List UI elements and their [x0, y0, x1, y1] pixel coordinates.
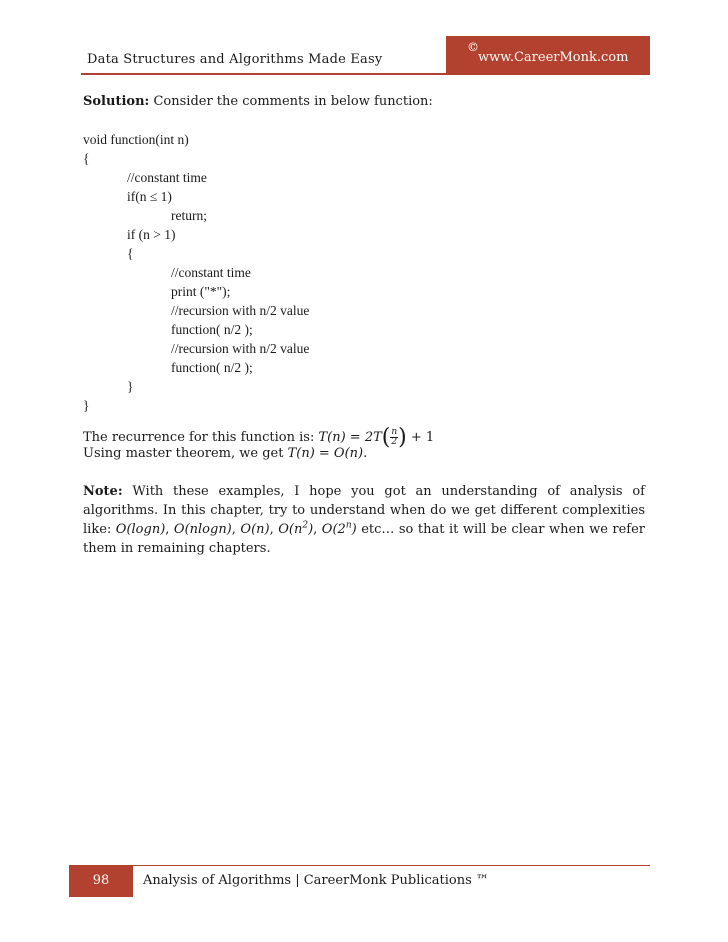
note-line-3: etc… so that it will be clear when we refer them in remaining chapters. [83, 522, 646, 556]
master-end: . [363, 446, 368, 461]
code-line: } [127, 379, 134, 394]
complexity-nlogn: O(nlogn) [173, 522, 232, 537]
complexity-2n: O(2$^n$) [321, 520, 357, 537]
page-number: 98 [92, 873, 110, 888]
recurrence-rhs: + 1 [410, 430, 435, 445]
complexity-n2: $O(n^2)$ [278, 520, 314, 537]
note-line-2: chapter, try to understand when do we get different complexities like: [83, 503, 646, 537]
master-text: Using master theorem, we get [83, 446, 284, 461]
code-line: { [83, 151, 90, 166]
website-link[interactable]: www.CareerMonk.com [478, 50, 629, 65]
solution-text: Consider the comments in below function: [153, 94, 433, 109]
code-line: if(n ≤ 1) [127, 189, 172, 204]
complexity-logn: O(logn) [115, 522, 166, 537]
code-line: print ("*"); [171, 284, 231, 299]
note-line-1: With these examples, I hope you got an understanding of analysis of algorithms. In this [83, 484, 645, 518]
fraction-denominator: 2 [391, 437, 398, 447]
code-line: function( n/2 ); [171, 360, 253, 375]
recurrence-text: The recurrence for this function is: [83, 430, 315, 445]
website-tag [446, 36, 650, 73]
book-title: Data Structures and Algorithms Made Easy [87, 52, 383, 67]
code-block [83, 130, 645, 415]
complexity-n: O(n) [240, 522, 270, 537]
code-line: if (n > 1) [127, 227, 176, 242]
master-formula: T(n) = O(n) [287, 446, 364, 461]
code-line: } [83, 398, 90, 413]
code-line: //constant time [127, 170, 207, 185]
page-number-box [69, 866, 133, 897]
page-header [81, 36, 650, 73]
note-paragraph: Note: With these examples, I hope you got an understanding of analysis of algorithms. In this chapter, try to understand when do we get different complexities like: O(logn), O(nlogn), O(n), $O(n^2)$, O(2$^n$) etc… so that it will be clear when we refer them in remaining chapters. [83, 484, 646, 556]
note-label: Note: [83, 484, 123, 499]
solution-label: Solution: [83, 94, 150, 109]
footer-text: Analysis of Algorithms | CareerMonk Publications ™ [143, 873, 489, 888]
header-divider [81, 73, 650, 75]
code-line: function( n/2 ); [171, 322, 253, 337]
code-line: void function(int n) [83, 132, 189, 147]
code-line: //recursion with n/2 value [171, 303, 310, 318]
page-body [83, 92, 645, 558]
fraction-numerator: n [391, 427, 398, 437]
footer-divider [69, 865, 650, 866]
fraction: ( $\frac{n}{2}$ ) [381, 425, 407, 450]
copyright-symbol: © [467, 40, 479, 54]
code-line: //recursion with n/2 value [171, 341, 310, 356]
code-line: { [127, 246, 134, 261]
code-line: return; [171, 208, 207, 223]
recurrence-lhs: T(n) = 2T [318, 430, 382, 445]
code-line: //constant time [171, 265, 251, 280]
master-paragraph [83, 444, 645, 463]
solution-paragraph [83, 92, 645, 111]
